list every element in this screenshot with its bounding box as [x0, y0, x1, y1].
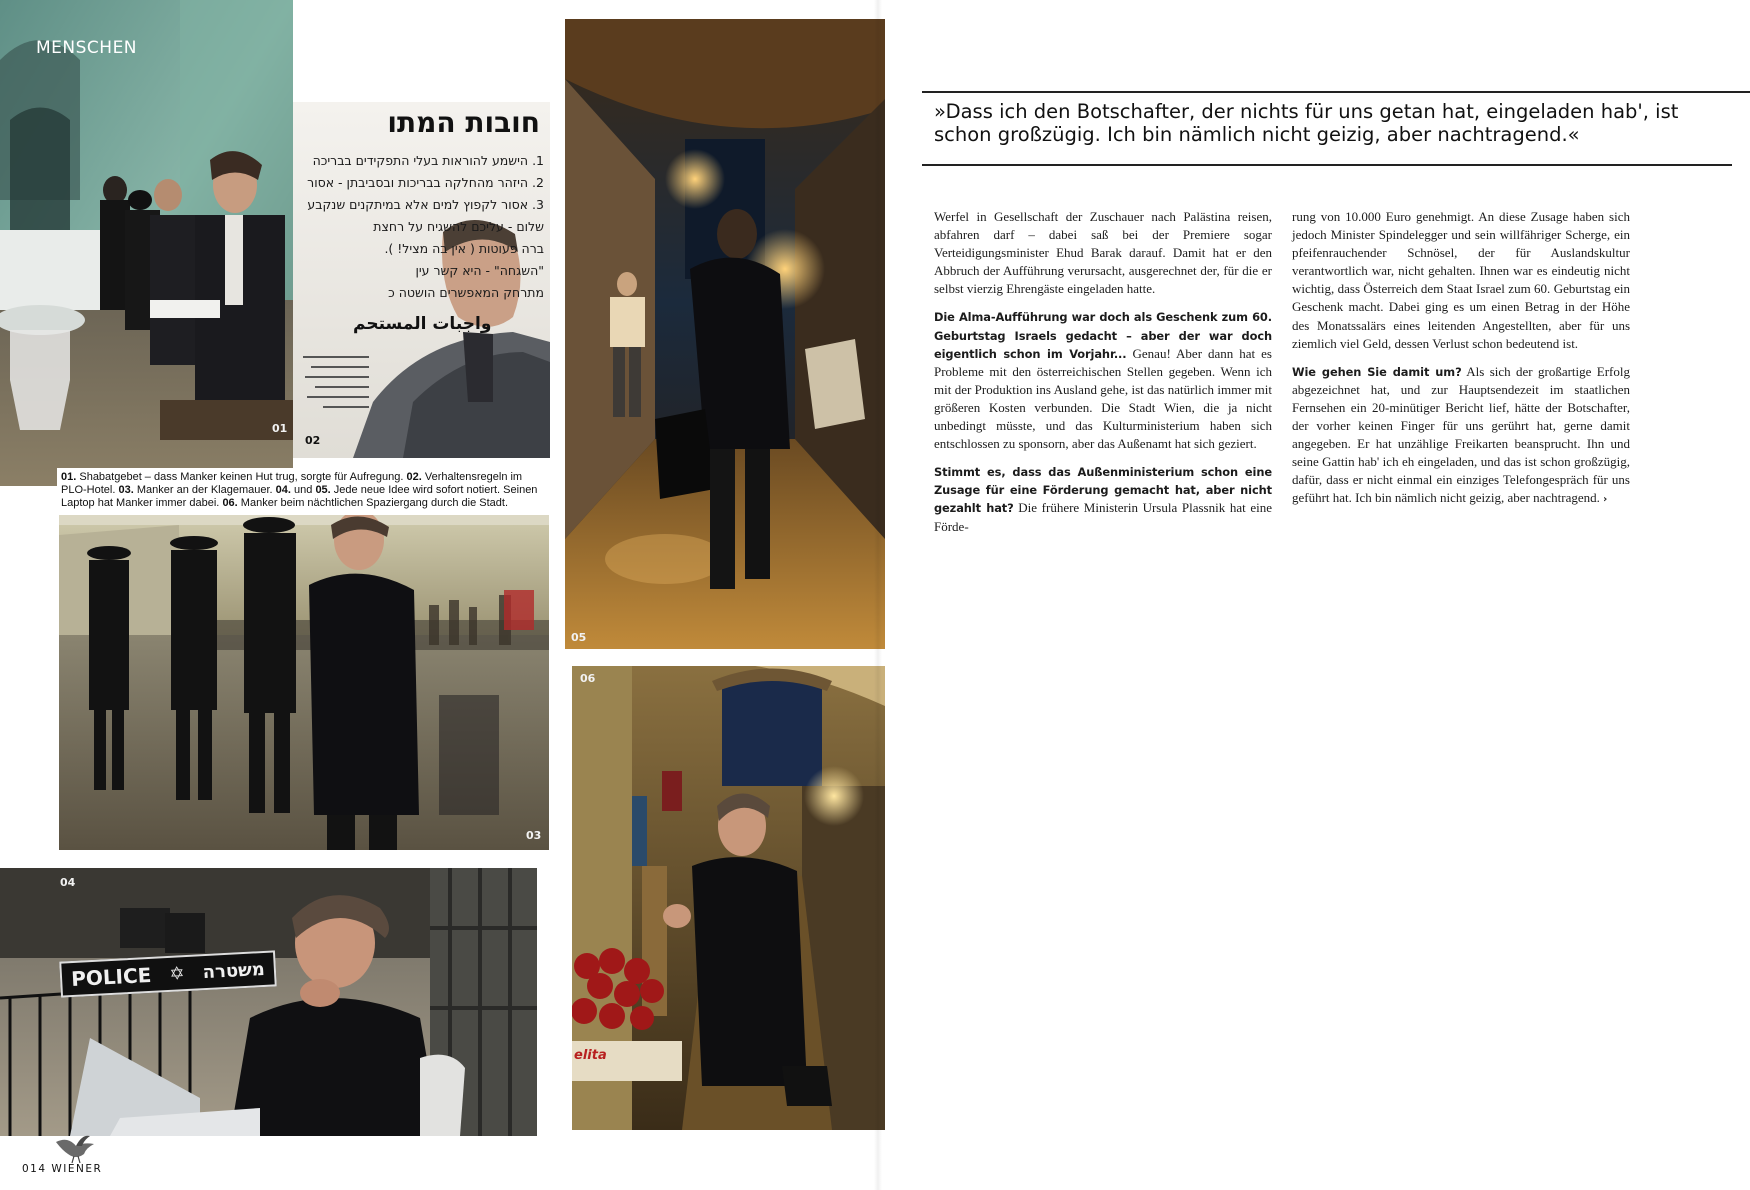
end-mark-icon: ›: [1603, 494, 1608, 506]
caption-text: Manker an der Klagemauer.: [136, 484, 273, 496]
magazine-name: WIENER: [51, 1163, 103, 1175]
sign-line: 3. אסור לקפוץ למים אלא במיתקנים שנקבע: [307, 197, 544, 212]
article-paragraph: [934, 463, 1272, 535]
caption-text: Verhaltensregeln im PLO-Hotel.: [61, 471, 523, 496]
interview-question: Stimmt es, dass das Außenministerium schon eine Zusage für eine Förderung gemacht hat, aber nicht gezahlt hat?: [934, 465, 1272, 516]
photo-06-night-market: [572, 666, 885, 1130]
interview-question: Die Alma-Aufführung war doch als Geschenk zum 60. Geburtstag Israels gedacht – aber der war doch eigentlich schon im Vorjahr...: [934, 310, 1272, 361]
photo-01-shabbat-prayer: [0, 0, 293, 486]
sign-arabic-title: واجبات المستحم: [353, 314, 492, 334]
caption-num: 03.: [118, 484, 134, 496]
caption-num: 06.: [222, 497, 238, 509]
sign-line: 1. הישמע להוראות בעלי התפקידים בבריכה: [312, 153, 544, 168]
photo-number: 03: [526, 829, 542, 842]
photo-02-rules-sign: [293, 102, 550, 458]
quote-rule-top: [922, 91, 1750, 93]
photo-number: 06: [580, 672, 596, 685]
photo-number: 05: [571, 631, 587, 644]
caption-text: und: [294, 484, 313, 496]
photo-04-police-laptop: [0, 868, 537, 1136]
page-number: 014: [22, 1163, 47, 1175]
caption-num: 04.: [275, 484, 291, 496]
sign-line: שלום - עליכם להשגיח על רחצת: [373, 219, 544, 234]
caption-num: 01.: [61, 471, 77, 483]
article-text: Die frühere Ministerin Ursula Plassnik hat eine Förde-: [934, 500, 1272, 534]
article-column-1: [934, 208, 1272, 546]
article-text: rung von 10.000 Euro genehmigt. An diese Zusage haben sich jedoch Minister Spindelegger und sein willfähriger Scherge, ein pfeifenrauchender Schnösel, der für Auslandskultur verantwortlich war, nicht gehalten. Ihnen war es eindeutig nicht wichtig, dass Österreich dem Staat Israel zum 60. Geburtstag ein Geschenk macht. Dabei ging es um einen Betrag in der Höhe des Monatssalärs eines leitenden Angestellten, aber für uns ziemlich viel Geld, dessen Verlust schon bedeutend ist.: [1292, 209, 1630, 351]
article-paragraph: [934, 308, 1272, 453]
article-column-2: [1292, 208, 1630, 520]
police-badge-icon: ✡: [168, 962, 186, 984]
article-paragraph: [1292, 363, 1630, 510]
page-gutter: [874, 0, 882, 1190]
caption-num: 05.: [315, 484, 331, 496]
sign-line: "השגחה" - היא קשר עין: [415, 263, 544, 278]
wiener-bird-logo: [54, 1132, 98, 1164]
section-label: MENSCHEN: [36, 38, 138, 58]
caption-text: Manker beim nächtlichen Spaziergang durch die Stadt.: [240, 497, 509, 509]
quote-rule-bottom: [922, 164, 1732, 166]
police-sign-text: POLICE: [70, 962, 152, 992]
photo-03-western-wall: [59, 515, 549, 850]
article-text: Als sich der großartige Erfolg abgezeichnet hat, und zur Hauptsendezeit im staatlichen Fernsehen ein 20-minütiger Bericht lief, hätte der Botschafter, der vorher keinen Finger für uns gerührt hat, gerne damit angegeben. Er hat unzählige Freikarten beansprucht. Ihn und seine Gattin hab' ich eh eingeladen, und das ist schon großzügig, dafür, dass er nicht einmal ein einziges Telefongespräch für uns geführt hat. Ich bin nämlich nicht geizig, aber nachtragend.: [1292, 363, 1630, 506]
caption-num: 02.: [406, 471, 422, 483]
sign-line: 2. היזהר מהחלקה בבריכות ובסביבתן - אסור: [307, 175, 544, 190]
caption-text: Shabatgebet – dass Manker keinen Hut trug, sorgte für Aufregung.: [79, 471, 404, 483]
article-paragraph: [934, 208, 1272, 298]
article-text: Werfel in Gesellschaft der Zuschauer nach Palästina reisen, abfahren darf – dabei saß bei der Premiere sogar Verteidigungsminister Ehud Barak darauf. Damit hat er den Abbruch der Aufführung verursacht, ausgerechnet der, für die er selbst vierzig Ehrengäste eingeladen hatte.: [934, 209, 1272, 297]
sign-hebrew-title: חובות המתו: [387, 106, 540, 139]
caption-text: Jede neue Idee wird sofort notiert. Seinen Laptop hat Manker immer dabei.: [61, 484, 538, 509]
sign-line: מתרחק המאפשרים הושטה כ: [388, 285, 544, 300]
police-sign-hebrew: משטרה: [202, 958, 266, 983]
article-text: Genau! Aber dann hat es Probleme mit den österreichischen Stellen gegeben. Wenn ich mit der Produktion ins Ausland gehe, ist das natürlich immer mit größeren Kosten verbunden. Die Stadt Wien, die ja nicht unbedingt müsste, und das Kulturministerium haben sich entschlossen zu sponsorn, aber das Außenamt hat sich geziert.: [934, 345, 1272, 452]
page-folio: [22, 1163, 102, 1175]
photo-caption: [57, 468, 547, 513]
sign-line: ברה פעוטות ( אין בה מציל! ).: [384, 241, 544, 256]
photo-number: 01: [272, 422, 288, 435]
article-paragraph: [1292, 208, 1630, 353]
market-sign: elita: [574, 1048, 607, 1063]
photo-number: 04: [60, 876, 76, 889]
photo-number: 02: [305, 434, 321, 447]
sign-arabic-fine-print: [303, 352, 373, 422]
interview-question: Wie gehen Sie damit um?: [1292, 364, 1462, 379]
pull-quote: »Dass ich den Botschafter, der nichts für uns getan hat, eingeladen hab', ist schon großzügig. Ich bin nämlich nicht geizig, aber nachtragend.«: [934, 100, 1679, 146]
sign-hebrew-rules: [299, 150, 544, 304]
photo-05-night-alley: [565, 19, 885, 649]
